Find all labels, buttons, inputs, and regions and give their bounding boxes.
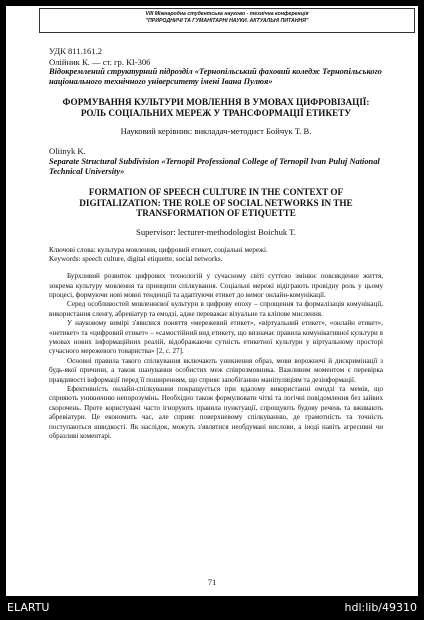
keywords-ua: Ключові слова: культура мовлення, цифровий етикет, соціальні мережі. (49, 246, 268, 255)
keywords (49, 246, 383, 264)
supervisor-ua: Науковий керівник: викладач-методист Бойчук Т. В. (120, 126, 312, 137)
paragraph: Основні правила такого спілкування включають уникнення образ, мови ворожнечі й дискримінації з будь-якої причини, а також шанування особистих меж співрозмовника. Важливим моментом є перевірка правдивості інформації перед її поширенням, що сприяє запобіганню маніпуляціям та дезінформації. (49, 356, 383, 384)
author-en: Oliinyk K. (49, 146, 86, 157)
supervisor-en: Supervisor: lecturer-methodologist Boichuk T. (136, 227, 296, 238)
paragraph: У науковому вимірі з'явилися поняття «мережевий етикет», «віртуальний етикет», «онлайн етикет», «нетикет» та «цифровий етикет» – «самостійний вид етикету, що визначає правила комунікативної культури в умовах нових інформаційних реалій, відображаючи сутність етикетної культури у віртуальному просторі сучасного мережевого товариства» [2, с. 27]. (49, 319, 383, 356)
article-content (49, 46, 383, 441)
affiliation-en: Separate Structural Subdivision «Ternopil Professional College of Ternopil Ivan Puluj National Technical University» (49, 156, 380, 177)
udc-code: УДК 811.161.2 (49, 46, 103, 56)
title-en: FORMATION OF SPEECH CULTURE IN THE CONTEXT OF DIGITALIZATION: THE ROLE OF SOCIAL NETWORKS IN THE TRANSFORMATION OF ETIQUETTE (79, 186, 353, 219)
affiliation-ua: Відокремлений структурний підрозділ «Тернопільський фаховий коледж Тернопільського національного технічного університету імені Івана Пулюя» (49, 67, 382, 87)
keywords-en: Keywords: speech culture, digital etiquette, social networks. (49, 255, 223, 264)
title-ua: ФОРМУВАННЯ КУЛЬТУРИ МОВЛЕННЯ В УМОВАХ ЦИФРОВІЗАЦІЇ: РОЛЬ СОЦІАЛЬНИХ МЕРЕЖ У ТРАНСФОРМАЦІЇ ЕТИКЕТУ (62, 96, 370, 118)
conference-header-line2: "ПРИРОДНИЧІ ТА ГУМАНІТАРНІ НАУКИ. АКТУАЛЬНІ ПИТАННЯ" (145, 18, 309, 24)
document-page (6, 6, 418, 596)
paragraph: Бурхливий розвиток цифрових технологій у сучасному світі суттєво змінює повсякденне життя, зокрема культуру мовлення та принципи спілкування. Соціальні мережі відіграють провідну роль у цьому процесі, формуючи нові мовні тенденції та адаптуючи етикет до вимог онлайн-комунікації. (49, 272, 383, 299)
conference-header-line1: VIII Міжнародна студентська науково - технічна конференція (145, 11, 309, 17)
footer-handle: hdl:lib/49310 (344, 601, 417, 614)
body-text (49, 272, 383, 441)
footer-repository-label: ELARTU (7, 601, 50, 614)
conference-header (39, 8, 415, 33)
page-number: 71 (207, 577, 217, 587)
author-ua: Олійник К. — ст. гр. КІ-306 (49, 56, 151, 67)
paragraph: Серед особливостей мовленнєвої культури в цифрову епоху – спрощення та формалізація комунікації, використання сленгу, абревіатур та емодзі, адже переважає візуальне та кліпове мислення. (49, 300, 383, 318)
paragraph: Ефективність онлайн-спілкування покращується при вдалому використанні емодзі та мемів, що сприяють уникненню непорозумінь. Необхідно також формулювати чіткі та логічні повідомлення без зайвих скорочень. Проте користувачі часто ігнорують правила пунктуації, спрощують будову речень та вживають абревіатури. Це економить час, але сприяє поверхневому спілкуванню, де грамотність та точність поступаються швидкості. Як наслідок, можуть з'являтися необдумані вислови, а іноді навіть агресивні чи образливі коментарі. (49, 384, 383, 441)
